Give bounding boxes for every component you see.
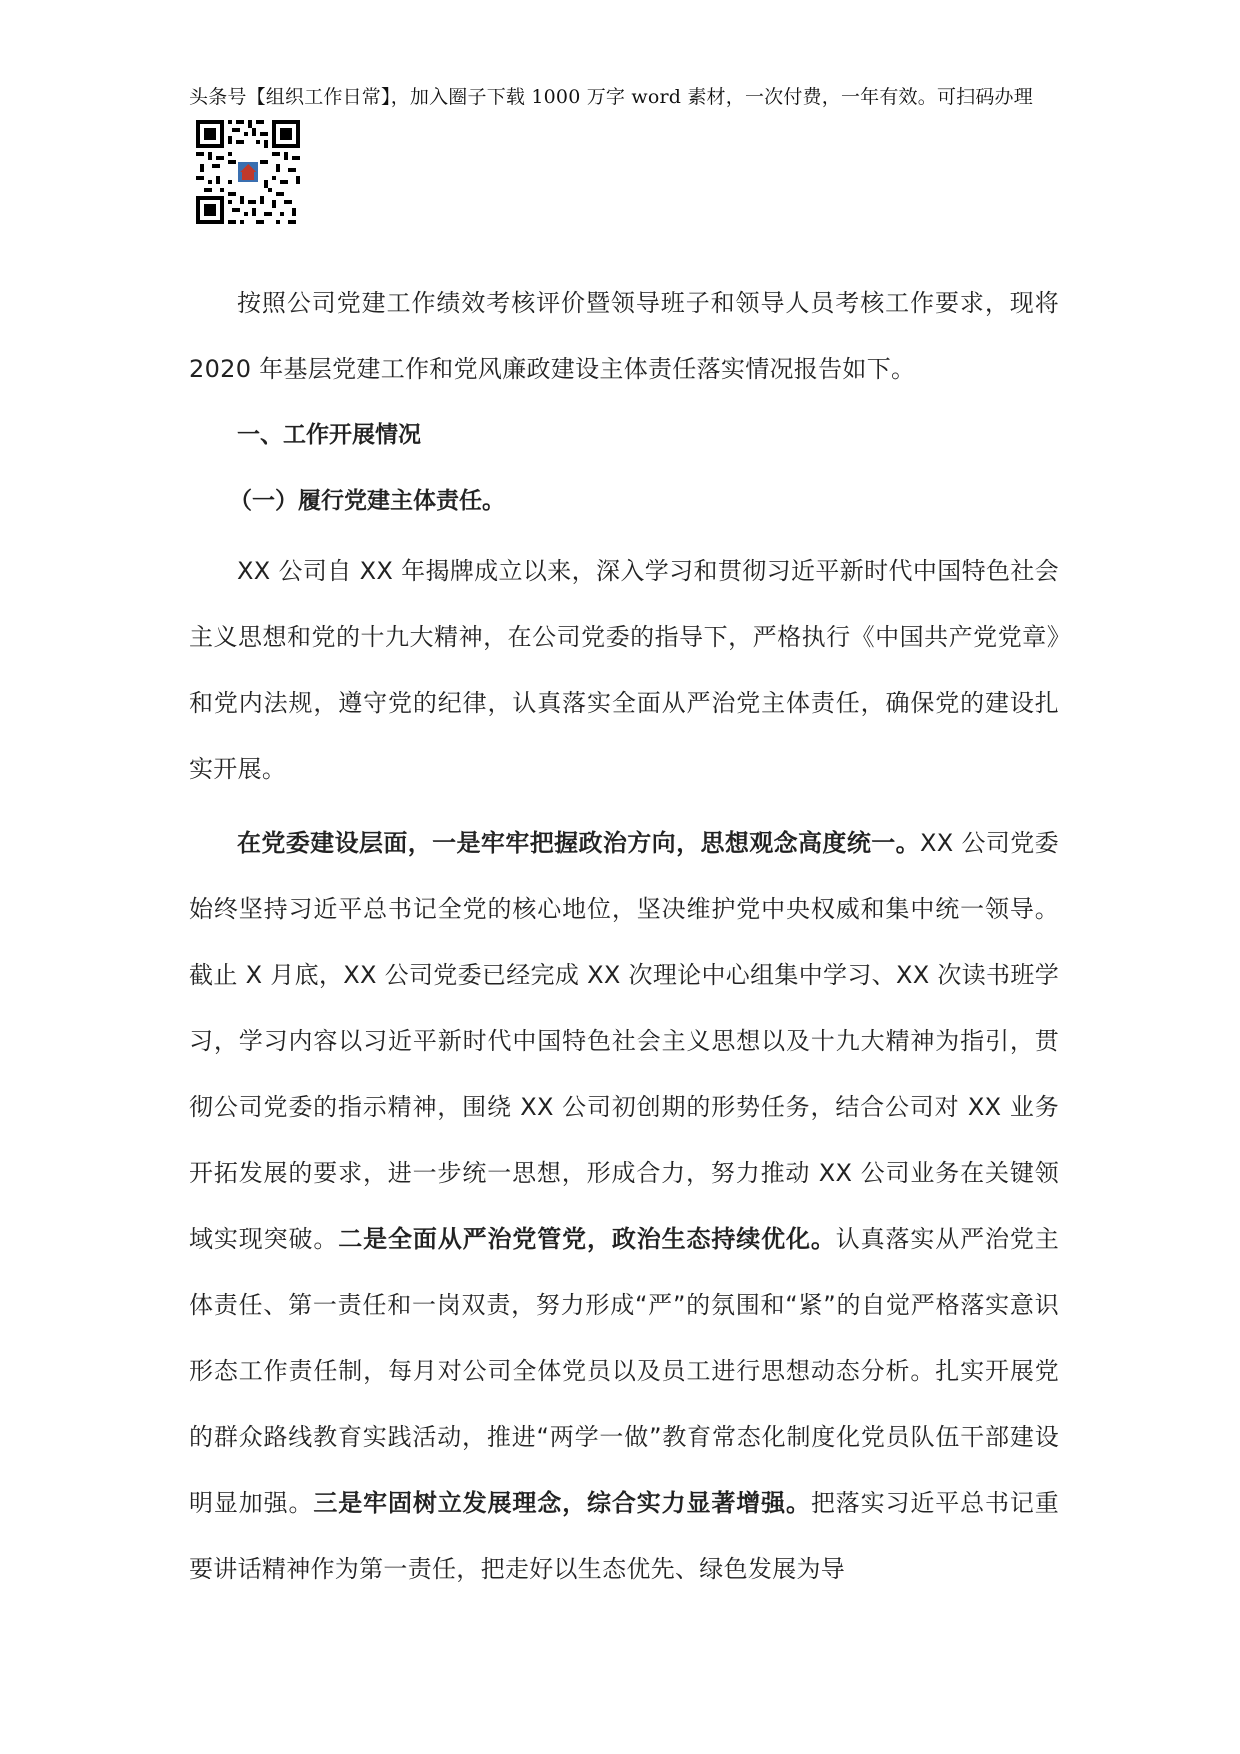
bold-lead-1: 在党委建设层面，一是牢牢把握政治方向，思想观念高度统一。 — [237, 829, 920, 857]
qr-code-icon — [196, 120, 300, 224]
paragraph-text-3: 把落实习近平总书记重要讲话精神作为第一责任，把走好以生态优先、绿色发展为导 — [189, 1489, 1060, 1583]
bold-lead-2: 二是全面从严治党管党，政治生态持续优化。 — [338, 1225, 836, 1253]
paragraph-party-committee — [189, 810, 1059, 1602]
section-heading: 一、工作开展情况 — [237, 422, 421, 448]
paragraph-text-1: XX 公司党委始终坚持习近平总书记全党的核心地位，坚决维护党中央权威和集中统一领导。截止 X 月底，XX 公司党委已经完成 XX 次理论中心组集中学习、XX 次读书班学习，学习内容以习近平新时代中国特色社会主义思想以及十九大精神为指引，贯彻公司党委的指示精神，围绕 XX 公司初创期的形势任务，结合公司对 XX 业务开拓发展的要求，进一步统一思想，形成合力，努力推动 XX 公司业务在关键领域实现突破。 — [189, 829, 1059, 1253]
intro-paragraph: 按照公司党建工作绩效考核评价暨领导班子和领导人员考核工作要求，现将 2020 年基层党建工作和党风廉政建设主体责任落实情况报告如下。 — [189, 289, 1059, 383]
paragraph-text-2: 认真落实从严治党主体责任、第一责任和一岗双责，努力形成“严”的氛围和“紧”的自觉严格落实意识形态工作责任制，每月对公司全体党员以及员工进行思想动态分析。扎实开展党的群众路线教育实践活动，推进“两学一做”教育常态化制度化党员队伍干部建设明显加强。 — [189, 1225, 1060, 1517]
subsection-heading: （一）履行党建主体责任。 — [229, 488, 505, 514]
promo-banner: 头条号【组织工作日常】，加入圈子下载 1000 万字 word 素材，一次付费，一年有效。可扫码办理 — [189, 86, 1033, 108]
bold-lead-3: 三是牢固树立发展理念，综合实力显著增强。 — [313, 1489, 811, 1517]
paragraph-party-responsibility: XX 公司自 XX 年揭牌成立以来，深入学习和贯彻习近平新时代中国特色社会主义思想和党的十九大精神，在公司党委的指导下，严格执行《中国共产党党章》和党内法规，遵守党的纪律，认真落实全面从严治党主体责任，确保党的建设扎实开展。 — [189, 557, 1059, 783]
report-body — [189, 270, 1059, 1602]
